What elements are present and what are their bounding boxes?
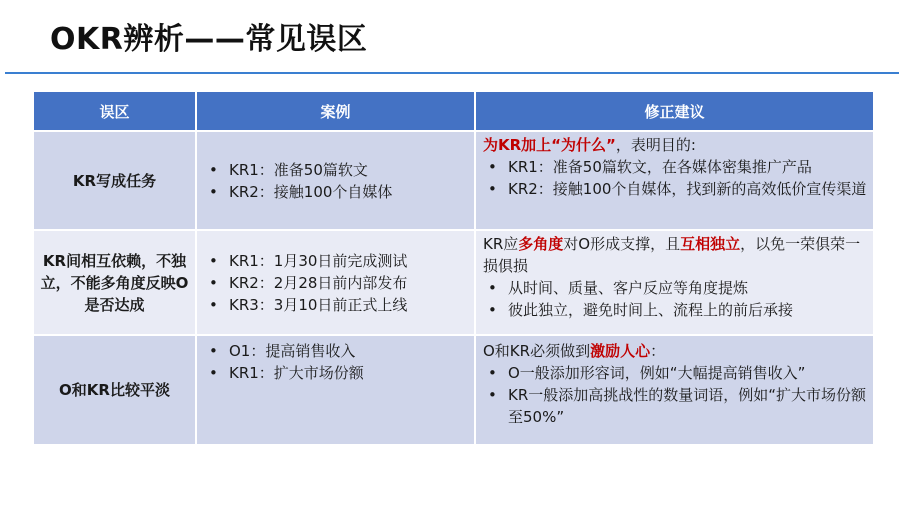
list-item: • O1：提高销售收入 — [203, 340, 468, 362]
page-title: OKR辨析——常见误区 — [50, 22, 368, 57]
list-item: • KR1：准备50篇软文 — [203, 159, 468, 181]
list-item: • KR2：接触100个自媒体 — [203, 181, 468, 203]
myth-cell: KR间相互依赖，不独立，不能多角度反映O是否达成 — [34, 230, 196, 335]
example-cell — [196, 230, 475, 335]
fix-list — [482, 362, 867, 428]
table-header-row — [34, 92, 873, 131]
table-row — [34, 335, 873, 445]
example-list — [203, 159, 468, 203]
okr-pitfalls-table — [34, 92, 873, 446]
example-cell — [196, 335, 475, 445]
fix-list — [482, 277, 867, 321]
title-divider — [5, 72, 899, 74]
list-item: • KR1：扩大市场份额 — [203, 362, 468, 384]
highlight-text: 多角度 — [518, 235, 564, 253]
header-example: 案例 — [196, 92, 475, 131]
highlight-text: 为KR加上“为什么” — [483, 136, 616, 154]
fix-cell — [475, 230, 873, 335]
fix-intro: KR应多角度对O形成支撑，且互相独立，以免一荣俱荣一损俱损 — [483, 235, 861, 275]
myth-cell: O和KR比较平淡 — [34, 335, 196, 445]
list-item: • 从时间、质量、客户反应等角度提炼 — [482, 277, 867, 299]
highlight-text: 互相独立 — [680, 235, 741, 253]
list-item: • O一般添加形容词，例如“大幅提高销售收入” — [482, 362, 867, 384]
fix-cell — [475, 335, 873, 445]
example-cell — [196, 131, 475, 230]
example-list — [203, 250, 468, 316]
myth-cell: KR写成任务 — [34, 131, 196, 230]
list-item: • KR2：2月28日前内部发布 — [203, 272, 468, 294]
fix-intro: O和KR必须做到激励人心： — [483, 342, 666, 360]
list-item: • KR2：接触100个自媒体，找到新的高效低价宣传渠道 — [482, 178, 867, 200]
example-list — [203, 340, 468, 384]
highlight-text: 激励人心 — [590, 342, 651, 360]
table-row — [34, 131, 873, 230]
fix-list — [482, 156, 867, 200]
header-myth: 误区 — [34, 92, 196, 131]
fix-cell — [475, 131, 873, 230]
list-item: • KR一般添加高挑战性的数量词语，例如“扩大市场份额至50%” — [482, 384, 867, 428]
list-item: • KR1：1月30日前完成测试 — [203, 250, 468, 272]
fix-intro: 为KR加上“为什么”，表明目的: — [483, 136, 696, 154]
list-item: • KR3：3月10日前正式上线 — [203, 294, 468, 316]
list-item: • 彼此独立，避免时间上、流程上的前后承接 — [482, 299, 867, 321]
list-item: • KR1：准备50篇软文，在各媒体密集推广产品 — [482, 156, 867, 178]
table-row — [34, 230, 873, 335]
header-fix: 修正建议 — [475, 92, 873, 131]
